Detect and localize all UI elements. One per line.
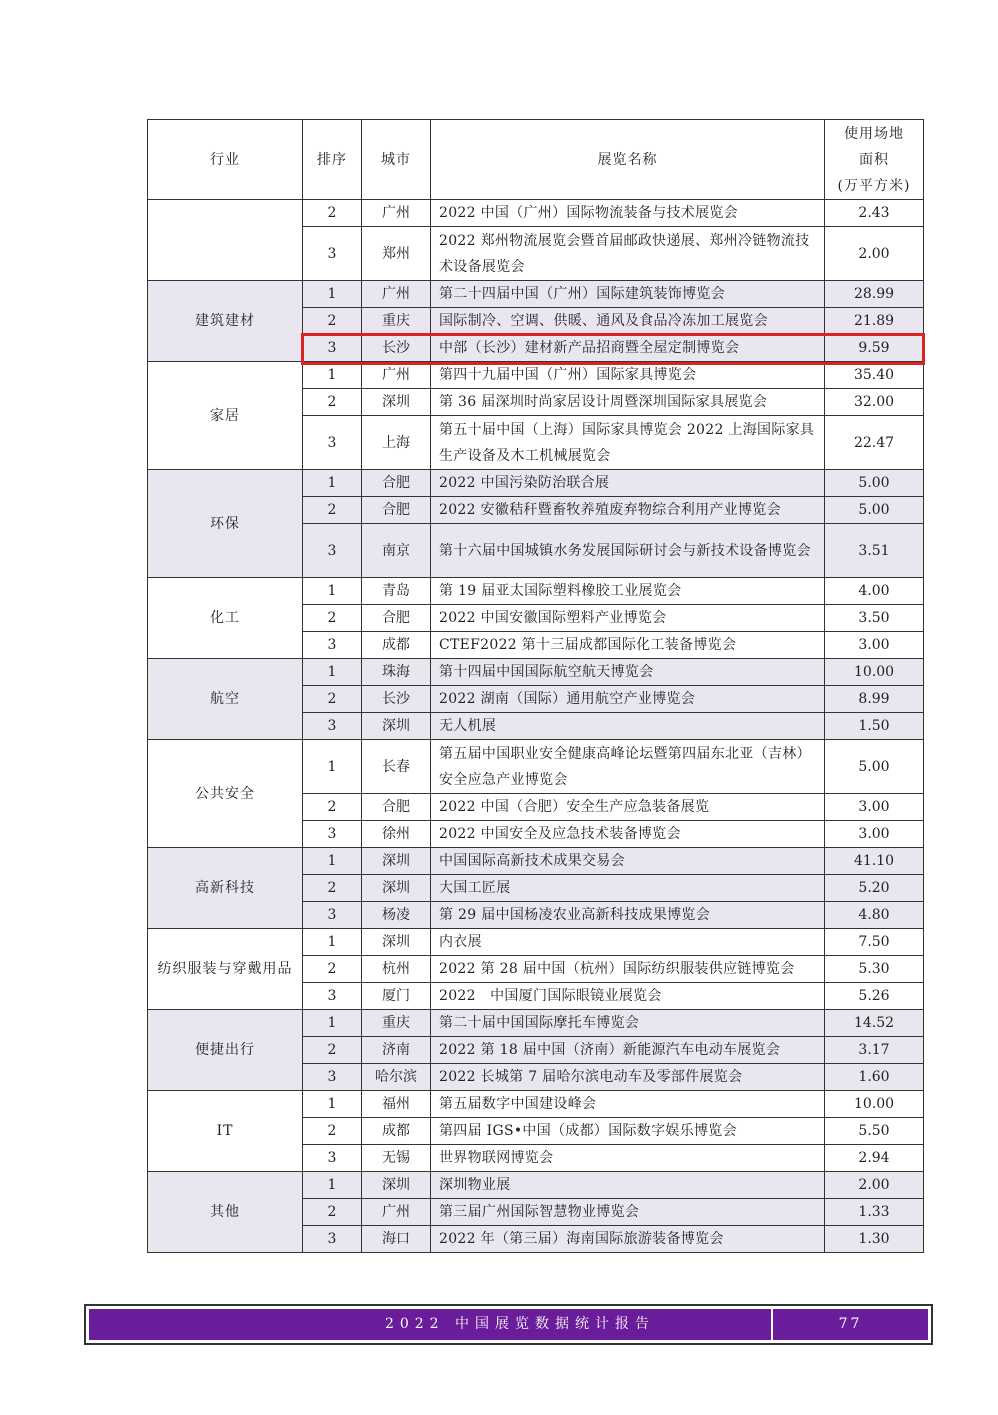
table-row	[148, 929, 924, 956]
rank-cell: 1	[303, 1010, 362, 1037]
industry-cell: 建筑建材	[148, 281, 303, 362]
rank-cell: 3	[303, 335, 362, 362]
industry-cell: 高新科技	[148, 848, 303, 929]
rank-cell: 2	[303, 1037, 362, 1064]
city-cell: 重庆	[362, 1010, 431, 1037]
area-cell: 21.89	[825, 308, 924, 335]
rank-cell: 3	[303, 1145, 362, 1172]
rank-cell: 2	[303, 389, 362, 416]
exhibition-name-cell: 2022 中国（合肥）安全生产应急装备展览	[431, 794, 825, 821]
exhibition-name-cell: 2022 中国安全及应急技术装备博览会	[431, 821, 825, 848]
area-cell: 2.00	[825, 1172, 924, 1199]
area-cell: 5.30	[825, 956, 924, 983]
rank-cell: 2	[303, 794, 362, 821]
city-cell: 深圳	[362, 713, 431, 740]
city-cell: 成都	[362, 632, 431, 659]
city-cell: 长春	[362, 740, 431, 794]
city-cell: 深圳	[362, 1172, 431, 1199]
exhibition-name-cell: 2022 中国（广州）国际物流装备与技术展览会	[431, 200, 825, 227]
area-cell: 10.00	[825, 1091, 924, 1118]
city-cell: 广州	[362, 200, 431, 227]
industry-cell: 航空	[148, 659, 303, 740]
table-row	[148, 362, 924, 389]
exhibition-name-cell: 中国国际高新技术成果交易会	[431, 848, 825, 875]
footer-bar	[89, 1309, 928, 1340]
city-cell: 杭州	[362, 956, 431, 983]
table-row	[148, 281, 924, 308]
exhibition-name-cell: CTEF2022 第十三届成都国际化工装备博览会	[431, 632, 825, 659]
header-area	[825, 120, 924, 200]
rank-cell: 3	[303, 227, 362, 281]
exhibition-name-cell: 第三届广州国际智慧物业博览会	[431, 1199, 825, 1226]
header-name: 展览名称	[431, 120, 825, 200]
table-row	[148, 470, 924, 497]
city-cell: 徐州	[362, 821, 431, 848]
table-row	[148, 659, 924, 686]
header-area-line1: 使用场地	[844, 125, 904, 142]
exhibition-name-cell: 内衣展	[431, 929, 825, 956]
exhibition-name-cell: 第五届数字中国建设峰会	[431, 1091, 825, 1118]
table-row	[148, 848, 924, 875]
area-cell: 3.00	[825, 632, 924, 659]
exhibition-name-cell: 第四届 IGS•中国（成都）国际数字娱乐博览会	[431, 1118, 825, 1145]
industry-cell: 其他	[148, 1172, 303, 1253]
table-body	[148, 200, 924, 1253]
rank-cell: 2	[303, 686, 362, 713]
area-cell: 2.00	[825, 227, 924, 281]
rank-cell: 3	[303, 632, 362, 659]
footer-title: 2022 中国展览数据统计报告	[89, 1309, 773, 1340]
industry-cell	[148, 200, 303, 281]
city-cell: 济南	[362, 1037, 431, 1064]
rank-cell: 2	[303, 1118, 362, 1145]
rank-cell: 2	[303, 308, 362, 335]
exhibition-name-cell: 深圳物业展	[431, 1172, 825, 1199]
city-cell: 哈尔滨	[362, 1064, 431, 1091]
header-industry: 行业	[148, 120, 303, 200]
area-cell: 3.00	[825, 821, 924, 848]
rank-cell: 2	[303, 875, 362, 902]
industry-cell: 化工	[148, 578, 303, 659]
rank-cell: 3	[303, 713, 362, 740]
industry-cell: 环保	[148, 470, 303, 578]
city-cell: 广州	[362, 281, 431, 308]
area-cell: 1.30	[825, 1226, 924, 1253]
area-cell: 28.99	[825, 281, 924, 308]
header-rank: 排序	[303, 120, 362, 200]
header-city: 城市	[362, 120, 431, 200]
area-cell: 3.51	[825, 524, 924, 578]
city-cell: 上海	[362, 416, 431, 470]
exhibition-name-cell: 2022 年（第三届）海南国际旅游装备博览会	[431, 1226, 825, 1253]
exhibition-name-cell: 2022 中国安徽国际塑料产业博览会	[431, 605, 825, 632]
area-cell: 7.50	[825, 929, 924, 956]
city-cell: 厦门	[362, 983, 431, 1010]
city-cell: 重庆	[362, 308, 431, 335]
rank-cell: 3	[303, 821, 362, 848]
area-cell: 5.00	[825, 740, 924, 794]
city-cell: 合肥	[362, 497, 431, 524]
industry-cell: 家居	[148, 362, 303, 470]
rank-cell: 1	[303, 929, 362, 956]
exhibition-name-cell: 第 29 届中国杨凌农业高新科技成果博览会	[431, 902, 825, 929]
exhibition-name-cell: 第五届中国职业安全健康高峰论坛暨第四届东北亚（吉林）安全应急产业博览会	[431, 740, 825, 794]
rank-cell: 2	[303, 956, 362, 983]
city-cell: 深圳	[362, 875, 431, 902]
city-cell: 杨凌	[362, 902, 431, 929]
city-cell: 无锡	[362, 1145, 431, 1172]
city-cell: 深圳	[362, 389, 431, 416]
rank-cell: 2	[303, 497, 362, 524]
area-cell: 5.20	[825, 875, 924, 902]
exhibition-name-cell: 中部（长沙）建材新产品招商暨全屋定制博览会	[431, 335, 825, 362]
city-cell: 深圳	[362, 848, 431, 875]
area-cell: 5.26	[825, 983, 924, 1010]
area-cell: 1.33	[825, 1199, 924, 1226]
header-area-line2: 面积	[859, 151, 889, 168]
table-row	[148, 1010, 924, 1037]
exhibition-name-cell: 国际制冷、空调、供暖、通风及食品冷冻加工展览会	[431, 308, 825, 335]
exhibition-name-cell: 2022 安徽秸秆暨畜牧养殖废弃物综合利用产业博览会	[431, 497, 825, 524]
table-row	[148, 578, 924, 605]
exhibition-ranking-table	[147, 119, 924, 1253]
area-cell: 2.43	[825, 200, 924, 227]
city-cell: 长沙	[362, 335, 431, 362]
city-cell: 合肥	[362, 794, 431, 821]
exhibition-name-cell: 第 36 届深圳时尚家居设计周暨深圳国际家具展览会	[431, 389, 825, 416]
footer	[84, 1304, 933, 1345]
rank-cell: 1	[303, 281, 362, 308]
rank-cell: 3	[303, 1226, 362, 1253]
header-area-line3: (万平方米)	[837, 177, 911, 194]
exhibition-name-cell: 第二十届中国国际摩托车博览会	[431, 1010, 825, 1037]
area-cell: 1.50	[825, 713, 924, 740]
exhibition-name-cell: 无人机展	[431, 713, 825, 740]
rank-cell: 1	[303, 470, 362, 497]
exhibition-name-cell: 2022 第 18 届中国（济南）新能源汽车电动车展览会	[431, 1037, 825, 1064]
table-row	[148, 200, 924, 227]
area-cell: 22.47	[825, 416, 924, 470]
city-cell: 郑州	[362, 227, 431, 281]
area-cell: 14.52	[825, 1010, 924, 1037]
table-row	[148, 1172, 924, 1199]
city-cell: 珠海	[362, 659, 431, 686]
exhibition-name-cell: 第十四届中国国际航空航天博览会	[431, 659, 825, 686]
area-cell: 4.80	[825, 902, 924, 929]
city-cell: 广州	[362, 362, 431, 389]
city-cell: 深圳	[362, 929, 431, 956]
exhibition-name-cell: 2022 第 28 届中国（杭州）国际纺织服装供应链博览会	[431, 956, 825, 983]
city-cell: 合肥	[362, 470, 431, 497]
area-cell: 3.00	[825, 794, 924, 821]
exhibition-name-cell: 2022 中国污染防治联合展	[431, 470, 825, 497]
exhibition-name-cell: 世界物联网博览会	[431, 1145, 825, 1172]
area-cell: 9.59	[825, 335, 924, 362]
city-cell: 青岛	[362, 578, 431, 605]
rank-cell: 1	[303, 848, 362, 875]
industry-cell: IT	[148, 1091, 303, 1172]
exhibition-name-cell: 2022 郑州物流展览会暨首届邮政快递展、郑州冷链物流技术设备展览会	[431, 227, 825, 281]
rank-cell: 1	[303, 578, 362, 605]
table-header-row	[148, 120, 924, 200]
area-cell: 35.40	[825, 362, 924, 389]
exhibition-name-cell: 第四十九届中国（广州）国际家具博览会	[431, 362, 825, 389]
exhibition-name-cell: 第 19 届亚太国际塑料橡胶工业展览会	[431, 578, 825, 605]
rank-cell: 1	[303, 1091, 362, 1118]
exhibition-name-cell: 2022 中国厦门国际眼镜业展览会	[431, 983, 825, 1010]
area-cell: 3.17	[825, 1037, 924, 1064]
area-cell: 41.10	[825, 848, 924, 875]
city-cell: 成都	[362, 1118, 431, 1145]
city-cell: 合肥	[362, 605, 431, 632]
rank-cell: 1	[303, 1172, 362, 1199]
city-cell: 福州	[362, 1091, 431, 1118]
area-cell: 4.00	[825, 578, 924, 605]
area-cell: 5.00	[825, 470, 924, 497]
rank-cell: 2	[303, 1199, 362, 1226]
rank-cell: 1	[303, 740, 362, 794]
rank-cell: 2	[303, 605, 362, 632]
table-row	[148, 740, 924, 794]
rank-cell: 3	[303, 416, 362, 470]
city-cell: 南京	[362, 524, 431, 578]
rank-cell: 3	[303, 983, 362, 1010]
exhibition-name-cell: 第十六届中国城镇水务发展国际研讨会与新技术设备博览会	[431, 524, 825, 578]
exhibition-name-cell: 大国工匠展	[431, 875, 825, 902]
rank-cell: 1	[303, 659, 362, 686]
area-cell: 32.00	[825, 389, 924, 416]
rank-cell: 3	[303, 524, 362, 578]
area-cell: 3.50	[825, 605, 924, 632]
industry-cell: 便捷出行	[148, 1010, 303, 1091]
city-cell: 长沙	[362, 686, 431, 713]
rank-cell: 3	[303, 902, 362, 929]
industry-cell: 公共安全	[148, 740, 303, 848]
exhibition-name-cell: 第二十四届中国（广州）国际建筑装饰博览会	[431, 281, 825, 308]
city-cell: 海口	[362, 1226, 431, 1253]
area-cell: 1.60	[825, 1064, 924, 1091]
area-cell: 5.00	[825, 497, 924, 524]
area-cell: 2.94	[825, 1145, 924, 1172]
area-cell: 8.99	[825, 686, 924, 713]
exhibition-name-cell: 2022 湖南（国际）通用航空产业博览会	[431, 686, 825, 713]
rank-cell: 3	[303, 1064, 362, 1091]
rank-cell: 2	[303, 200, 362, 227]
area-cell: 10.00	[825, 659, 924, 686]
page-number: 77	[838, 1316, 863, 1332]
area-cell: 5.50	[825, 1118, 924, 1145]
industry-cell: 纺织服装与穿戴用品	[148, 929, 303, 1010]
table-row	[148, 1091, 924, 1118]
rank-cell: 1	[303, 362, 362, 389]
exhibition-name-cell: 第五十届中国（上海）国际家具博览会 2022 上海国际家具生产设备及木工机械展览会	[431, 416, 825, 470]
city-cell: 广州	[362, 1199, 431, 1226]
exhibition-name-cell: 2022 长城第 7 届哈尔滨电动车及零部件展览会	[431, 1064, 825, 1091]
